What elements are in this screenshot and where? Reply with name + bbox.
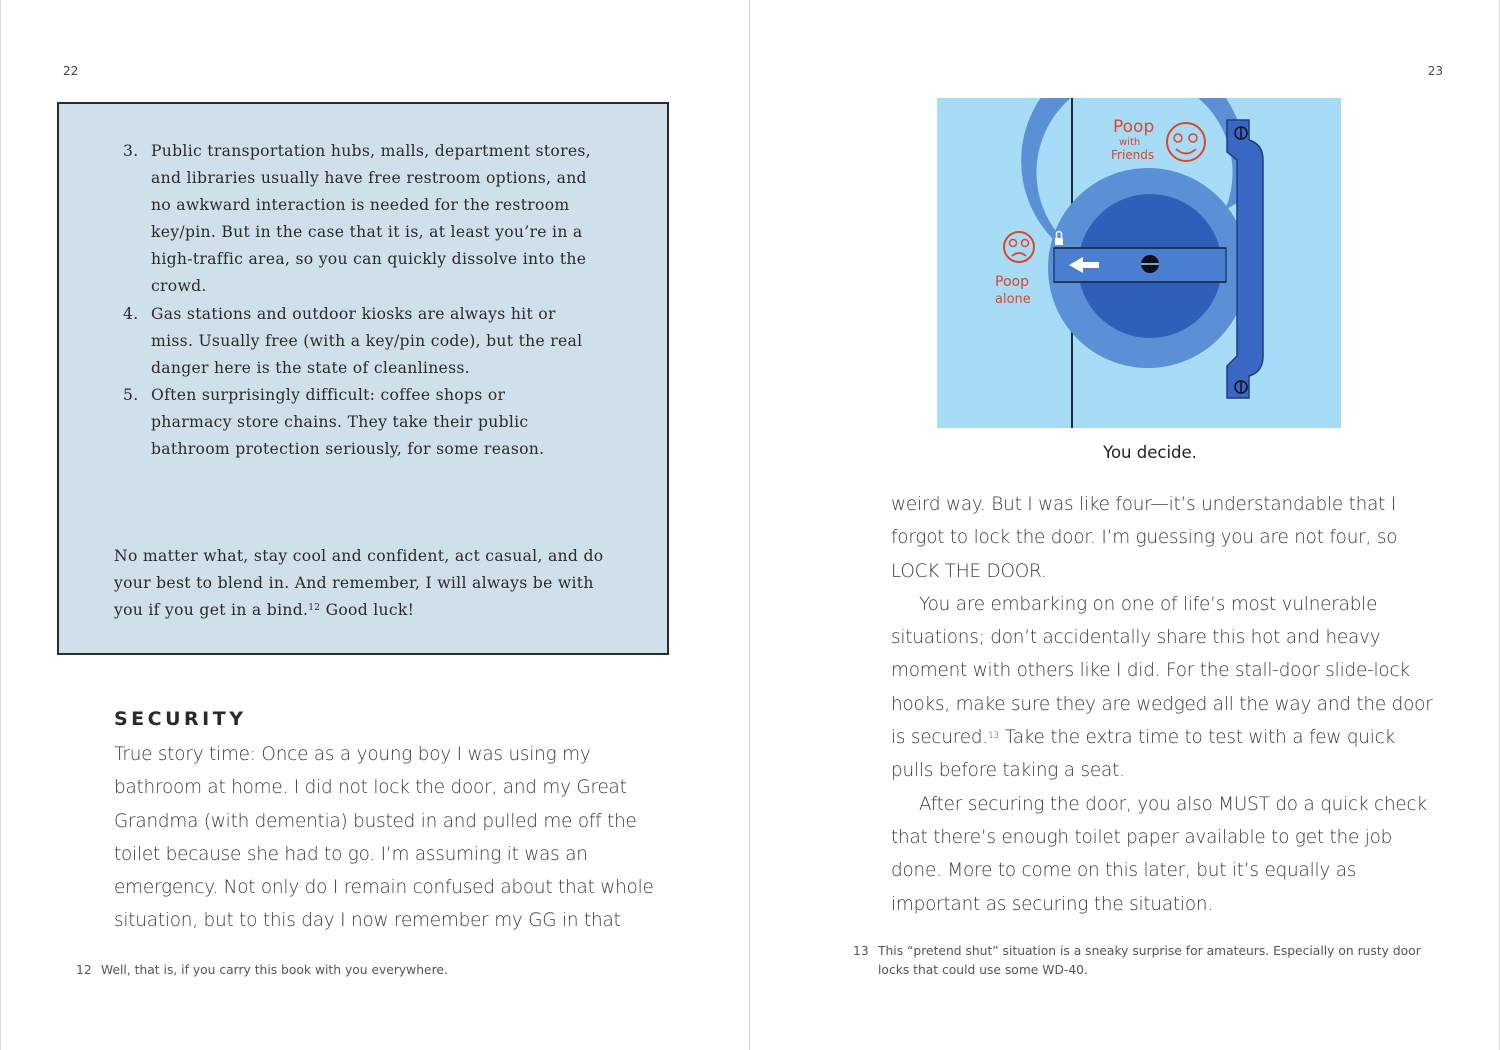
paragraph-text-after: Take the extra time to test with a few quick pulls before taking a seat.	[891, 727, 1396, 782]
padlock-icon	[1055, 238, 1063, 245]
label-poop-with-friends-3: Friends	[1111, 148, 1155, 162]
sidebar-list	[123, 138, 591, 463]
list-item	[123, 301, 591, 382]
paragraph-text-before: You are embarking on one of life’s most vulnerable situations; don’t accidentally share this hot and heavy moment with others like I did. For the stall-door slide-lock hooks, make sure they are wedged all the way and the door is secured.	[891, 593, 1433, 749]
page-number-right: 23	[1427, 64, 1443, 78]
list-item-text: Public transportation hubs, malls, department stores, and libraries usually have free restroom options, and no awkward interaction is needed for the restroom key/pin. But in the case that it is, at least you’re in a high-traffic area, so you can quickly dissolve into the crowd.	[151, 142, 591, 296]
footnote-text: This “pretend shut” situation is a sneaky surprise for amateurs. Especially on rusty door locks that could use some WD-40.	[878, 944, 1421, 977]
list-item-number: 5.	[123, 385, 139, 404]
section-heading: SECURITY	[114, 708, 247, 730]
sidebar-box	[57, 102, 669, 655]
list-item-number: 3.	[123, 142, 139, 160]
body-paragraph: After securing the door, you also MUST do a quick check that there’s enough toilet paper available to get the job done. More to come on this later, but it’s equally as important as securing the situation.	[891, 793, 1427, 915]
sidebar-closing-text: No matter what, stay cool and confident, act casual, and do your best to blend in. And remember, I will always be with you if you get in a bind.	[114, 547, 604, 620]
list-item	[123, 138, 591, 301]
body-paragraph-left: True story time: Once as a young boy I was using my bathroom at home. I did not lock the door, and my Great Grandma (with dementia) busted in and pulled me off the toilet because she had to go. I’m assuming it was an emergency. Not only do I remain confused about that whole situation, but to this day I now remember my GG in that	[114, 744, 654, 932]
label-poop-with-friends-1: Poop	[1113, 117, 1155, 137]
page-number-left: 22	[63, 64, 79, 78]
list-item-text: Often surprisingly difficult: coffee shops or pharmacy store chains. They take their public bathroom protection seriously, for some reason.	[151, 385, 545, 459]
sidebar-closing	[114, 543, 614, 624]
footnote-number: 13	[853, 944, 869, 958]
body-text-right	[891, 488, 1436, 921]
body-paragraph	[891, 588, 1436, 788]
footnote-text: Well, that is, if you carry this book with you everywhere.	[101, 963, 448, 977]
sidebar-closing-end: Good luck!	[320, 601, 415, 620]
label-poop-with-friends-2: with	[1119, 137, 1141, 148]
footnote-number: 12	[76, 963, 92, 977]
illustration-caption: You decide.	[1103, 443, 1197, 462]
list-item-text: Gas stations and outdoor kiosks are always hit or miss. Usually free (with a key/pin code), but the real danger here is the state of cleanliness.	[151, 304, 583, 377]
body-paragraph: weird way. But I was like four—it’s understandable that I forgot to lock the door. I’m guessing you are not four, so LOCK THE DOOR.	[891, 494, 1398, 582]
label-poop-alone-2: alone	[995, 292, 1031, 307]
door-lock-illustration	[937, 98, 1341, 428]
list-item-number: 4.	[123, 304, 139, 323]
footnote-ref-13[interactable]: 13	[988, 731, 1000, 742]
label-poop-alone-1: Poop	[995, 274, 1029, 290]
footnote-ref-12[interactable]: 12	[308, 603, 321, 614]
list-item	[123, 382, 591, 463]
